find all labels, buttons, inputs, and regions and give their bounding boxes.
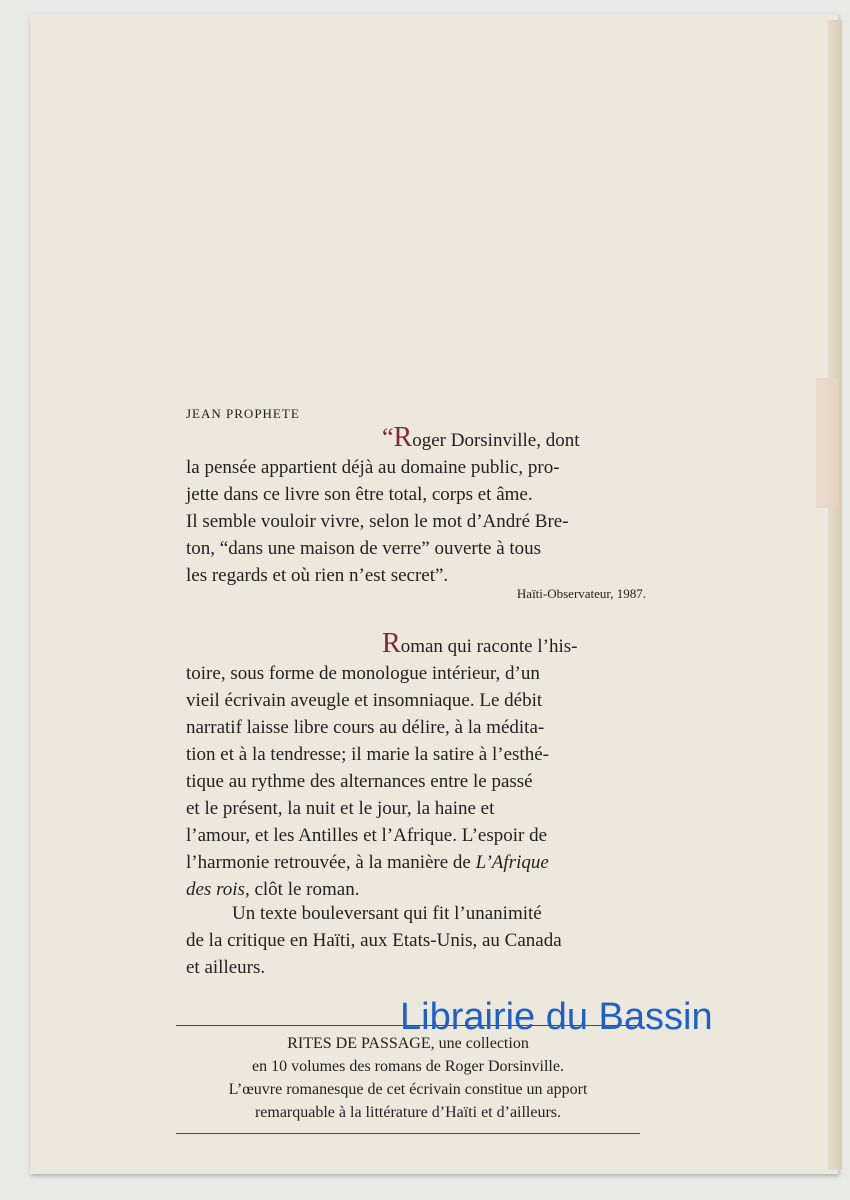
quote-line: les regards et où rien n’est secret”. <box>186 565 449 586</box>
summary-line: narratif laisse libre cours au délire, à la médita- <box>186 717 545 738</box>
summary-paragraph <box>186 630 646 903</box>
closing-line: de la critique en Haïti, aux Etats-Unis, au Canada <box>186 930 562 951</box>
summary-line <box>186 876 646 903</box>
quote-drop-letter: R <box>393 422 413 453</box>
bottom-divider <box>176 1133 640 1134</box>
summary-line: tique au rythme des alternances entre le passé <box>186 771 533 792</box>
collection-note <box>176 1032 640 1124</box>
quote-line: ton, “dans une maison de verre” ouverte à tous <box>186 538 542 559</box>
summary-line: vieil écrivain aveugle et insomniaque. Le débit <box>186 690 543 711</box>
summary-ending: clôt le roman. <box>249 879 360 900</box>
closing-line: Un texte bouleversant qui fit l’unanimité <box>232 903 542 924</box>
summary-line <box>186 849 646 876</box>
quote-line: la pensée appartient déjà au domaine public, pro- <box>186 457 560 478</box>
quote-line: Il semble vouloir vivre, selon le mot d’André Bre- <box>186 511 569 532</box>
summary-drop-letter: R <box>382 628 401 659</box>
quote-source: Haïti-Observateur, 1987. <box>516 586 646 601</box>
quote-line: oger Dorsinville, dont <box>412 430 580 451</box>
closing-line: et ailleurs. <box>186 957 266 978</box>
collection-line: en 10 volumes des romans de Roger Dorsinville. <box>252 1058 564 1075</box>
summary-line-prefix: l’harmonie retrouvée, à la manière de <box>186 852 476 873</box>
book-title-italic: L’Afrique <box>475 852 549 873</box>
collection-line: L’œuvre romanesque de cet écrivain constitue un apport <box>228 1081 588 1098</box>
summary-line: toire, sous forme de monologue intérieur, d’un <box>186 663 540 684</box>
press-quote <box>186 424 646 589</box>
summary-line: l’amour, et les Antilles et l’Afrique. L’espoir de <box>186 825 548 846</box>
quote-first-line <box>186 424 646 454</box>
open-quote-mark: “ <box>382 423 394 452</box>
closing-paragraph <box>186 900 646 981</box>
collection-line: remarquable à la littérature d’Haïti et d’ailleurs. <box>254 1104 562 1121</box>
summary-line: et le présent, la nuit et le jour, la haine et <box>186 798 495 819</box>
collection-line: RITES DE PASSAGE, une collection <box>287 1035 529 1052</box>
page-edge <box>828 20 842 1170</box>
book-title-italic: des rois, <box>186 879 250 900</box>
summary-line: oman qui raconte l’his- <box>400 636 578 657</box>
author-name: JEAN PROPHETE <box>186 406 300 421</box>
summary-line: tion et à la tendresse; il marie la satire à l’esthé- <box>186 744 549 765</box>
quote-line: jette dans ce livre son être total, corps et âme. <box>186 484 533 505</box>
bookseller-watermark: Librairie du Bassin <box>400 996 713 1038</box>
sticker-residue <box>816 378 838 508</box>
summary-first-line <box>186 630 646 660</box>
